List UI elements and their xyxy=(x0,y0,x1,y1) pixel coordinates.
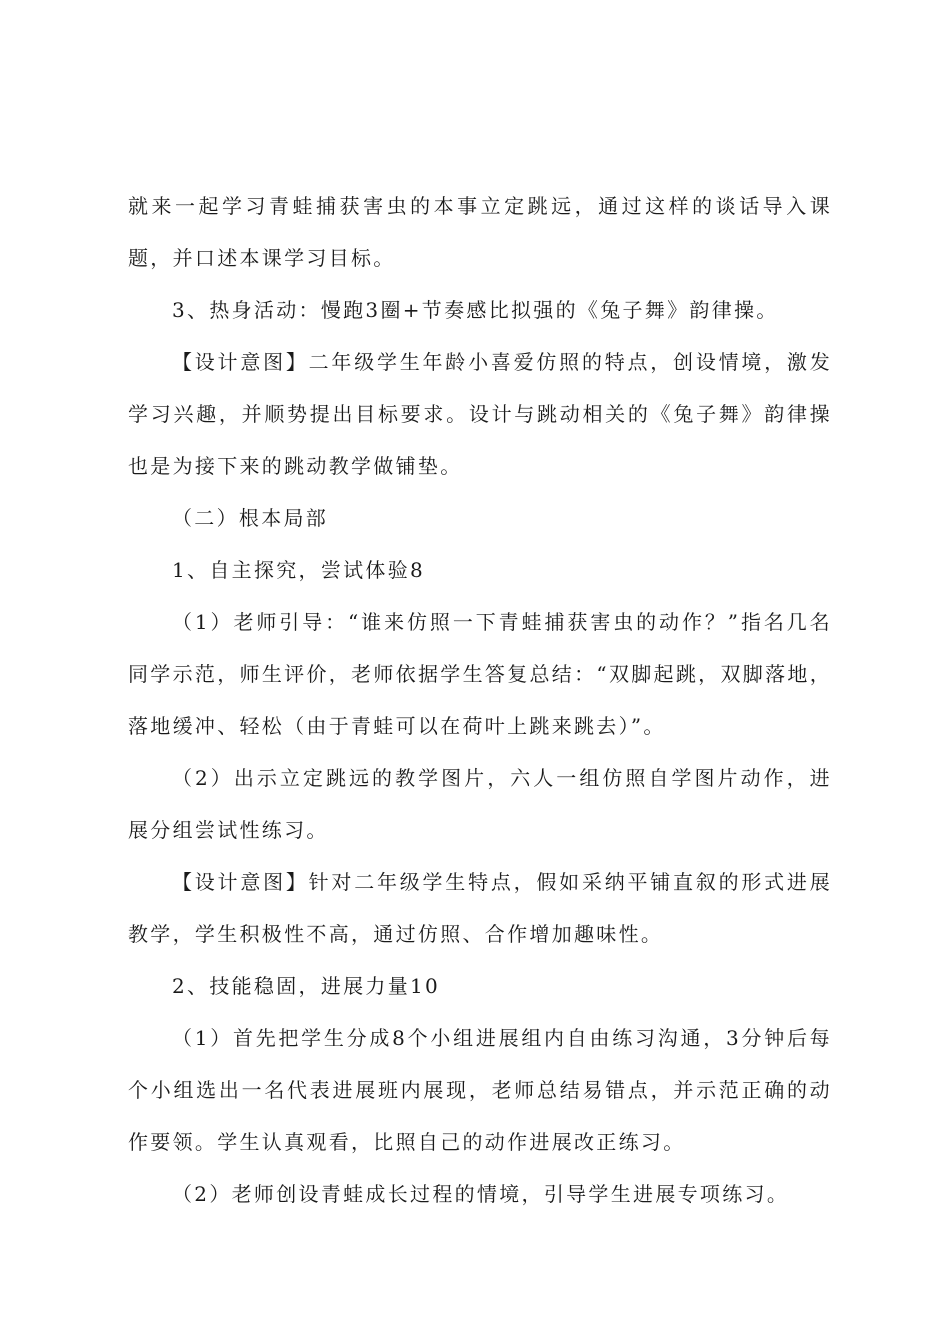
paragraph-10: （1）首先把学生分成8个小组进展组内自由练习沟通，3分钟后每个小组选出一名代表进展班内展现，老师总结易错点，并示范正确的动作要领。学生认真观看，比照自己的动作进展改正练习。 xyxy=(128,1026,832,1154)
paragraph-3: 【设计意图】二年级学生年龄小喜爱仿照的特点，创设情境，激发学习兴趣，并顺势提出目标要求。设计与跳动相关的《兔子舞》韵律操也是为接下来的跳动教学做铺垫。 xyxy=(128,350,832,478)
paragraph-2: 3、热身活动：慢跑3圈+节奏感比拟强的《兔子舞》韵律操。 xyxy=(172,298,779,322)
paragraph-4: （二）根本局部 xyxy=(172,506,329,530)
document-body xyxy=(128,180,832,1220)
paragraph-9: 2、技能稳固，进展力量10 xyxy=(172,974,441,998)
paragraph-1: 就来一起学习青蛙捕获害虫的本事立定跳远，通过这样的谈话导入课题，并口述本课学习目标。 xyxy=(128,194,832,270)
paragraph-11: （2）老师创设青蛙成长过程的情境，引导学生进展专项练习。 xyxy=(172,1182,790,1206)
paragraph-7: （2）出示立定跳远的教学图片，六人一组仿照自学图片动作，进展分组尝试性练习。 xyxy=(128,766,832,842)
paragraph-6: （1）老师引导：“谁来仿照一下青蛙捕获害虫的动作？”指名几名同学示范，师生评价，老师依据学生答复总结：“双脚起跳，双脚落地，落地缓冲、轻松（由于青蛙可以在荷叶上跳来跳去）”。 xyxy=(128,610,832,738)
paragraph-5: 1、自主探究，尝试体验8 xyxy=(172,558,426,582)
paragraph-8: 【设计意图】针对二年级学生特点，假如采纳平铺直叙的形式进展教学，学生积极性不高，通过仿照、合作增加趣味性。 xyxy=(128,870,832,946)
